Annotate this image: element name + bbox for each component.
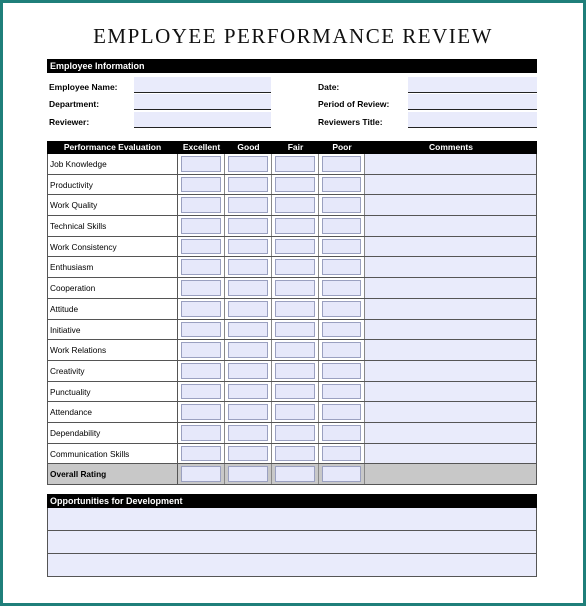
table-row bbox=[47, 444, 537, 465]
rating-box-fair[interactable] bbox=[275, 446, 315, 462]
comment-field[interactable] bbox=[365, 320, 537, 340]
criterion-label: Dependability bbox=[47, 423, 178, 443]
rating-cell-good bbox=[225, 340, 272, 360]
rating-box-excellent[interactable] bbox=[181, 280, 221, 296]
comment-field[interactable] bbox=[365, 237, 537, 257]
period-of-review-field[interactable] bbox=[408, 94, 537, 110]
rating-cell-good bbox=[225, 444, 272, 464]
rating-cell-poor bbox=[319, 299, 365, 319]
rating-cell-poor bbox=[319, 216, 365, 236]
rating-box-fair[interactable] bbox=[275, 363, 315, 379]
rating-cell-excellent bbox=[178, 257, 225, 277]
table-row bbox=[47, 216, 537, 237]
rating-cell-excellent bbox=[178, 361, 225, 381]
comment-field[interactable] bbox=[365, 154, 537, 174]
rating-box-excellent[interactable] bbox=[181, 446, 221, 462]
rating-box-poor[interactable] bbox=[322, 280, 361, 296]
criterion-label: Job Knowledge bbox=[47, 154, 178, 174]
rating-cell-excellent bbox=[178, 423, 225, 443]
rating-cell-fair bbox=[272, 257, 319, 277]
table-row bbox=[47, 195, 537, 216]
rating-cell-fair bbox=[272, 237, 319, 257]
rating-box-excellent[interactable] bbox=[181, 218, 221, 234]
rating-cell-poor bbox=[319, 175, 365, 195]
rating-box-good[interactable] bbox=[228, 342, 268, 358]
table-row bbox=[47, 402, 537, 423]
comment-field[interactable] bbox=[365, 464, 537, 484]
rating-box-good[interactable] bbox=[228, 466, 268, 482]
rating-box-poor[interactable] bbox=[322, 259, 361, 275]
rating-box-excellent[interactable] bbox=[181, 177, 221, 193]
rating-cell-good bbox=[225, 299, 272, 319]
rating-box-good[interactable] bbox=[228, 218, 268, 234]
rating-box-fair[interactable] bbox=[275, 259, 315, 275]
rating-cell-poor bbox=[319, 278, 365, 298]
rating-box-poor[interactable] bbox=[322, 384, 361, 400]
rating-box-good[interactable] bbox=[228, 259, 268, 275]
reviewer-field[interactable] bbox=[134, 112, 271, 128]
rating-box-fair[interactable] bbox=[275, 342, 315, 358]
criterion-label: Work Quality bbox=[47, 195, 178, 215]
col-performance-evaluation: Performance Evaluation bbox=[63, 142, 162, 152]
rating-cell-fair bbox=[272, 299, 319, 319]
rating-cell-good bbox=[225, 361, 272, 381]
rating-box-good[interactable] bbox=[228, 197, 268, 213]
rating-box-excellent[interactable] bbox=[181, 404, 221, 420]
rating-cell-excellent bbox=[178, 340, 225, 360]
rating-cell-good bbox=[225, 237, 272, 257]
rating-cell-poor bbox=[319, 361, 365, 381]
rating-box-excellent[interactable] bbox=[181, 363, 221, 379]
rating-box-excellent[interactable] bbox=[181, 466, 221, 482]
rating-cell-poor bbox=[319, 402, 365, 422]
rating-box-excellent[interactable] bbox=[181, 197, 221, 213]
evaluation-header bbox=[47, 141, 537, 154]
col-fair: Fair bbox=[287, 142, 304, 152]
rating-cell-fair bbox=[272, 278, 319, 298]
rating-cell-fair bbox=[272, 464, 319, 484]
rating-box-excellent[interactable] bbox=[181, 239, 221, 255]
rating-cell-fair bbox=[272, 423, 319, 443]
comment-field[interactable] bbox=[365, 444, 537, 464]
rating-cell-good bbox=[225, 195, 272, 215]
employee-name-field[interactable] bbox=[134, 77, 271, 93]
comment-field[interactable] bbox=[365, 299, 537, 319]
rating-box-fair[interactable] bbox=[275, 301, 315, 317]
criterion-label: Work Relations bbox=[47, 340, 178, 360]
rating-cell-excellent bbox=[178, 464, 225, 484]
rating-cell-excellent bbox=[178, 237, 225, 257]
rating-box-good[interactable] bbox=[228, 239, 268, 255]
rating-box-fair[interactable] bbox=[275, 466, 315, 482]
rating-box-fair[interactable] bbox=[275, 280, 315, 296]
comment-field[interactable] bbox=[365, 382, 537, 402]
rating-box-good[interactable] bbox=[228, 280, 268, 296]
rating-cell-poor bbox=[319, 423, 365, 443]
rating-cell-fair bbox=[272, 195, 319, 215]
criterion-label: Creativity bbox=[47, 361, 178, 381]
rating-cell-good bbox=[225, 402, 272, 422]
rating-cell-excellent bbox=[178, 154, 225, 174]
rating-cell-fair bbox=[272, 320, 319, 340]
rating-cell-excellent bbox=[178, 175, 225, 195]
rating-cell-excellent bbox=[178, 195, 225, 215]
rating-cell-good bbox=[225, 464, 272, 484]
development-line[interactable] bbox=[47, 508, 537, 531]
rating-cell-fair bbox=[272, 444, 319, 464]
overall-rating-row bbox=[47, 464, 537, 485]
rating-box-fair[interactable] bbox=[275, 425, 315, 441]
rating-cell-poor bbox=[319, 382, 365, 402]
evaluation-table bbox=[47, 154, 537, 485]
rating-cell-fair bbox=[272, 382, 319, 402]
rating-cell-poor bbox=[319, 154, 365, 174]
reviewer-label: Reviewer: bbox=[49, 117, 90, 127]
development-header: Opportunities for Development bbox=[47, 494, 537, 508]
employee-info-header: Employee Information bbox=[47, 59, 537, 73]
rating-box-poor[interactable] bbox=[322, 322, 361, 338]
comment-field[interactable] bbox=[365, 216, 537, 236]
rating-cell-poor bbox=[319, 195, 365, 215]
rating-cell-good bbox=[225, 216, 272, 236]
rating-box-good[interactable] bbox=[228, 322, 268, 338]
rating-box-fair[interactable] bbox=[275, 197, 315, 213]
rating-cell-fair bbox=[272, 175, 319, 195]
criterion-label: Cooperation bbox=[47, 278, 178, 298]
rating-box-poor[interactable] bbox=[322, 218, 361, 234]
rating-box-excellent[interactable] bbox=[181, 322, 221, 338]
rating-box-poor[interactable] bbox=[322, 404, 361, 420]
table-row bbox=[47, 257, 537, 278]
rating-cell-excellent bbox=[178, 382, 225, 402]
col-excellent: Excellent bbox=[182, 142, 221, 152]
rating-box-fair[interactable] bbox=[275, 404, 315, 420]
rating-box-poor[interactable] bbox=[322, 239, 361, 255]
comment-field[interactable] bbox=[365, 175, 537, 195]
development-line[interactable] bbox=[47, 554, 537, 577]
criterion-label: Enthusiasm bbox=[47, 257, 178, 277]
rating-cell-good bbox=[225, 423, 272, 443]
rating-cell-fair bbox=[272, 361, 319, 381]
rating-box-good[interactable] bbox=[228, 363, 268, 379]
rating-box-good[interactable] bbox=[228, 177, 268, 193]
comment-field[interactable] bbox=[365, 340, 537, 360]
rating-cell-poor bbox=[319, 464, 365, 484]
reviewers-title-field[interactable] bbox=[408, 112, 537, 128]
rating-cell-fair bbox=[272, 340, 319, 360]
period-of-review-label: Period of Review: bbox=[318, 99, 390, 109]
rating-box-poor[interactable] bbox=[322, 156, 361, 172]
rating-cell-good bbox=[225, 257, 272, 277]
rating-cell-excellent bbox=[178, 278, 225, 298]
criterion-label: Communication Skills bbox=[47, 444, 178, 464]
criterion-label: Work Consistency bbox=[47, 237, 178, 257]
criterion-label: Technical Skills bbox=[47, 216, 178, 236]
col-comments: Comments bbox=[429, 142, 473, 152]
col-poor: Poor bbox=[332, 142, 352, 152]
criterion-label: Initiative bbox=[47, 320, 178, 340]
employee-name-label: Employee Name: bbox=[49, 82, 118, 92]
table-row bbox=[47, 278, 537, 299]
rating-cell-poor bbox=[319, 237, 365, 257]
overall-rating-label: Overall Rating bbox=[47, 464, 178, 484]
comment-field[interactable] bbox=[365, 423, 537, 443]
rating-cell-excellent bbox=[178, 444, 225, 464]
rating-box-poor[interactable] bbox=[322, 342, 361, 358]
reviewers-title-label: Reviewers Title: bbox=[318, 117, 383, 127]
table-row bbox=[47, 154, 537, 175]
rating-cell-excellent bbox=[178, 320, 225, 340]
rating-box-fair[interactable] bbox=[275, 384, 315, 400]
table-row bbox=[47, 237, 537, 258]
comment-field[interactable] bbox=[365, 361, 537, 381]
rating-cell-poor bbox=[319, 320, 365, 340]
rating-cell-poor bbox=[319, 444, 365, 464]
rating-box-poor[interactable] bbox=[322, 177, 361, 193]
table-row bbox=[47, 320, 537, 341]
rating-box-poor[interactable] bbox=[322, 197, 361, 213]
rating-box-excellent[interactable] bbox=[181, 259, 221, 275]
table-row bbox=[47, 299, 537, 320]
table-row bbox=[47, 175, 537, 196]
table-row bbox=[47, 340, 537, 361]
criterion-label: Punctuality bbox=[47, 382, 178, 402]
comment-field[interactable] bbox=[365, 402, 537, 422]
table-row bbox=[47, 423, 537, 444]
rating-box-fair[interactable] bbox=[275, 218, 315, 234]
rating-box-good[interactable] bbox=[228, 156, 268, 172]
table-row bbox=[47, 382, 537, 403]
rating-cell-good bbox=[225, 382, 272, 402]
rating-box-fair[interactable] bbox=[275, 322, 315, 338]
rating-box-poor[interactable] bbox=[322, 466, 361, 482]
rating-cell-fair bbox=[272, 154, 319, 174]
rating-cell-fair bbox=[272, 402, 319, 422]
comment-field[interactable] bbox=[365, 278, 537, 298]
rating-cell-good bbox=[225, 154, 272, 174]
col-good: Good bbox=[237, 142, 260, 152]
department-field[interactable] bbox=[134, 94, 271, 110]
rating-box-good[interactable] bbox=[228, 404, 268, 420]
rating-cell-good bbox=[225, 278, 272, 298]
page-title: EMPLOYEE PERFORMANCE REVIEW bbox=[93, 24, 493, 48]
rating-cell-good bbox=[225, 320, 272, 340]
rating-box-excellent[interactable] bbox=[181, 156, 221, 172]
rating-box-excellent[interactable] bbox=[181, 384, 221, 400]
date-label: Date: bbox=[318, 82, 340, 92]
rating-cell-poor bbox=[319, 340, 365, 360]
criterion-label: Productivity bbox=[47, 175, 178, 195]
rating-cell-excellent bbox=[178, 299, 225, 319]
rating-box-excellent[interactable] bbox=[181, 342, 221, 358]
rating-box-excellent[interactable] bbox=[181, 425, 221, 441]
rating-cell-fair bbox=[272, 216, 319, 236]
table-row bbox=[47, 361, 537, 382]
criterion-label: Attendance bbox=[47, 402, 178, 422]
rating-box-excellent[interactable] bbox=[181, 301, 221, 317]
rating-box-fair[interactable] bbox=[275, 177, 315, 193]
rating-box-good[interactable] bbox=[228, 425, 268, 441]
rating-box-fair[interactable] bbox=[275, 156, 315, 172]
rating-cell-poor bbox=[319, 257, 365, 277]
rating-cell-excellent bbox=[178, 216, 225, 236]
development-area bbox=[47, 508, 537, 577]
department-label: Department: bbox=[49, 99, 100, 109]
comment-field[interactable] bbox=[365, 257, 537, 277]
rating-box-poor[interactable] bbox=[322, 363, 361, 379]
rating-box-poor[interactable] bbox=[322, 425, 361, 441]
rating-box-fair[interactable] bbox=[275, 239, 315, 255]
rating-box-poor[interactable] bbox=[322, 446, 361, 462]
rating-cell-good bbox=[225, 175, 272, 195]
comment-field[interactable] bbox=[365, 195, 537, 215]
rating-cell-excellent bbox=[178, 402, 225, 422]
date-field[interactable] bbox=[408, 77, 537, 93]
rating-box-good[interactable] bbox=[228, 301, 268, 317]
rating-box-poor[interactable] bbox=[322, 301, 361, 317]
rating-box-good[interactable] bbox=[228, 384, 268, 400]
criterion-label: Attitude bbox=[47, 299, 178, 319]
rating-box-good[interactable] bbox=[228, 446, 268, 462]
development-line[interactable] bbox=[47, 531, 537, 554]
